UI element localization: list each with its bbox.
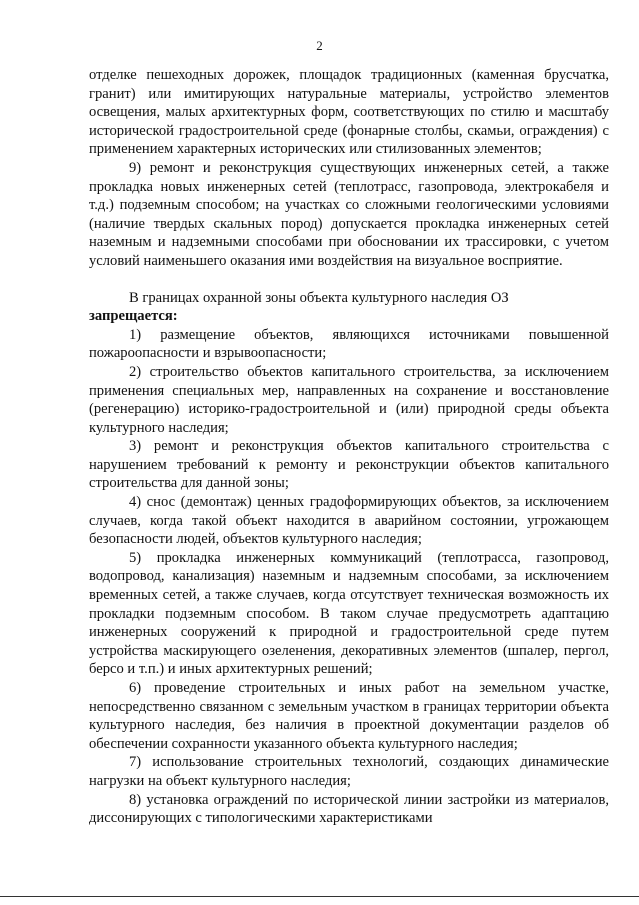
prohibition-item-1: 1) размещение объектов, являющихся источниками повышенной пожароопасности и взрывоопасности;	[89, 326, 609, 362]
prohibition-item-3: 3) ремонт и реконструкция объектов капитального строительства с нарушением требований к ремонту и реконструкции объектов капитального строительства для данной зоны;	[89, 438, 609, 492]
prohibition-item-7: 7) использование строительных технологий, создающих динамические нагрузки на объект культурного наследия;	[89, 754, 609, 789]
document-body	[89, 66, 609, 828]
section-heading	[89, 289, 609, 326]
prohibition-item-6: 6) проведение строительных и иных работ на земельном участке, непосредственно связанном с земельным участком в границах территории объекта культурного наследия, без наличия в проектной документации разделов об обеспечении сохранности указанного объекта культурного наследия;	[89, 680, 609, 752]
page-number: 2	[316, 38, 323, 53]
section-prohibited-label: запрещается:	[89, 308, 178, 325]
paragraph-continuation: отделке пешеходных дорожек, площадок традиционных (каменная брусчатка, гранит) или имитирующих натуральные материалы, устройство элементов освещения, малых архитектурных форм, соответствующих по стилю и масштабу исторической градостроительной среде (фонарные столбы, скамьи, ограждения) с применением характерных исторических или стилизованных элементов;	[89, 67, 609, 158]
prohibition-item-2: 2) строительство объектов капитального строительства, за исключением применения специальных мер, направленных на сохранение и восстановление (регенерацию) историко-градостроительной и (или) природной среды объекта культурного наследия;	[89, 363, 609, 436]
page-bottom-rule	[0, 896, 639, 897]
prohibition-item-8: 8) установка ограждений по исторической линии застройки из материалов, диссонирующих с типологическими характеристиками	[89, 791, 609, 827]
list-item-9: 9) ремонт и реконструкция существующих инженерных сетей, а также прокладка новых инженерных сетей (теплотрасс, газопровода, электрокабеля и т.д.) подземным способом; на участках со сложными геологическими условиями (наличие твердых скальных пород) допускается прокладка инженерных сетей наземным и надземными способами при обосновании их трассировки, с учетом условий наименьшего оказания ими воздействия на визуальное восприятие.	[89, 159, 609, 269]
section-intro-text: В границах охранной зоны объекта культурного наследия ОЗ	[129, 289, 509, 306]
prohibition-item-5: 5) прокладка инженерных коммуникаций (теплотрасса, газопровод, водопровод, канализация) наземным и надземным способами, за исключением временных сетей, а также случаев, когда отсутствует техническая возможность их прокладки подземным способом. В таком случае предусмотреть адаптацию инженерных сооружений к природной и градостроительной среде путем устройства маскирующего озеленения, декоративных элементов (шпалер, пергол, берсо и т.п.) и иных архитектурных решений;	[89, 549, 609, 678]
paragraph-spacer	[89, 271, 609, 289]
prohibition-item-4: 4) снос (демонтаж) ценных градоформирующих объектов, за исключением случаев, когда такой объект находится в аварийном состоянии, угрожающем безопасности людей, объектов культурного наследия;	[89, 494, 609, 548]
